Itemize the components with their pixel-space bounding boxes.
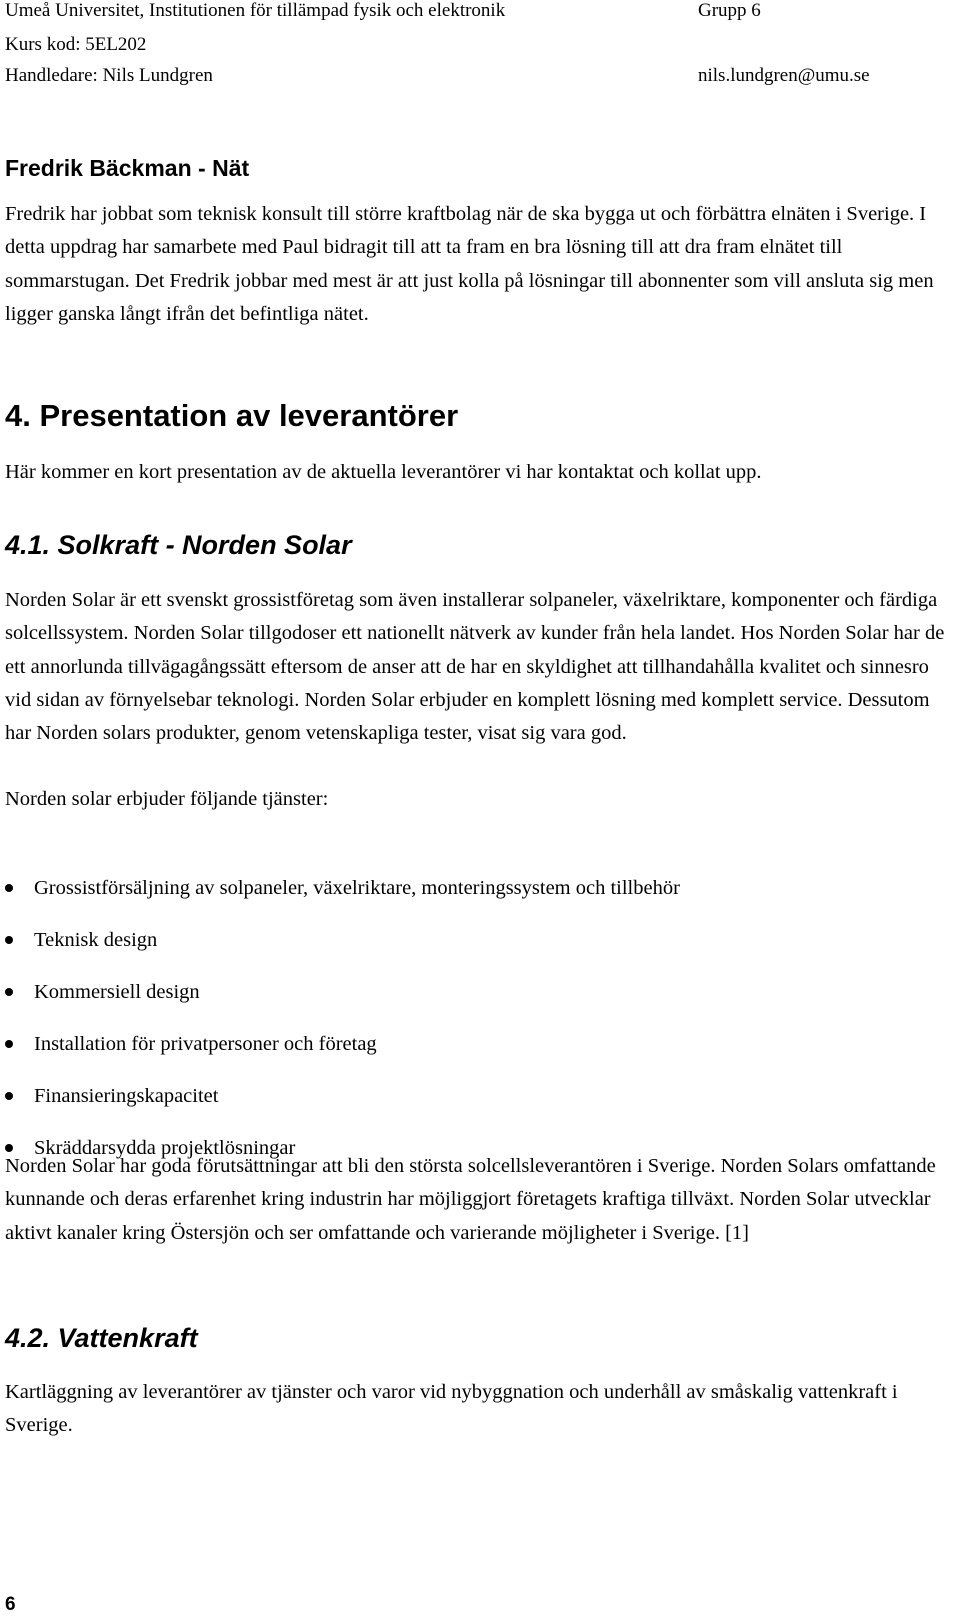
section-4-1-paragraph-1: Norden Solar är ett svenskt grossistföretag som även installerar solpaneler, växelriktare, komponenter och färdiga solcellssystem. Norden Solar tillgodoser ett nationellt nätverk av kunder från hela landet. Hos Norden Solar har de ett annorlunda tillvägagångssätt eftersom de anser att de har en skyldighet att tillhandahålla kvalitet och sinnesro vid sidan av förnyelsebar teknologi. Norden Solar erbjuder en komplett lösning med komplett service. Dessutom har Norden solars produkter, genom vetenskapliga tester, visat sig vara god. [5,589,945,745]
person-heading: Fredrik Bäckman - Nät [5,155,250,181]
services-list [0,873,680,1185]
header-supervisor: Handledare: Nils Lundgren [5,65,213,86]
list-item-label: Grossistförsäljning av solpaneler, växelriktare, monteringssystem och tillbehör [34,877,680,899]
page-number: 6 [5,1594,16,1615]
section-4-heading: 4. Presentation av leverantörer [5,398,459,433]
list-item [0,977,680,1029]
bullet-icon [5,884,13,892]
list-item [0,1081,680,1133]
bullet-icon [5,936,13,944]
header-course-code: Kurs kod: 5EL202 [5,34,147,55]
list-item [0,873,680,925]
list-item-label: Kommersiell design [34,981,200,1003]
section-4-2-paragraph: Kartläggning av leverantörer av tjänster och varor vid nybyggnation och underhåll av småskalig vattenkraft i Sverige. [5,1381,898,1437]
section-4-1-heading: 4.1. Solkraft - Norden Solar [5,530,352,560]
list-item-label: Finansieringskapacitet [34,1085,219,1107]
list-item-label: Teknisk design [34,929,158,951]
header-university: Umeå Universitet, Institutionen för tillämpad fysik och elektronik [5,0,506,21]
list-item [0,925,680,977]
person-paragraph: Fredrik har jobbat som teknisk konsult till större kraftbolag när de ska bygga ut och förbättra elnäten i Sverige. I detta uppdrag har samarbete med Paul bidragit till att ta fram en bra lösning till att dra fram elnätet till sommarstugan. Det Fredrik jobbar med mest är att just kolla på lösningar till abonnenter som vill ansluta sig men ligger ganska långt ifrån det befintliga nätet. [5,203,934,325]
bullet-icon [5,988,13,996]
list-item-label: Installation för privatpersoner och företag [34,1033,377,1055]
list-item [0,1029,680,1081]
bullet-icon [5,1092,13,1100]
list-item-label: Skräddarsydda projektlösningar [34,1137,296,1159]
section-4-2-heading: 4.2. Vattenkraft [5,1323,198,1353]
services-intro: Norden solar erbjuder följande tjänster: [5,788,329,810]
bullet-icon [5,1040,13,1048]
header-email[interactable]: nils.lundgren@umu.se [698,65,870,86]
header-group: Grupp 6 [698,0,761,21]
section-4-1-paragraph-2: Norden Solar har goda förutsättningar att bli den största solcellsleverantören i Sverige. Norden Solars omfattande kunnande och deras erfarenhet kring industrin har möjliggjort företagets kraftiga tillväxt. Norden Solar utvecklar aktivt kanaler kring Östersjön och ser omfattande och varierande möjligheter i Sverige. [1] [5,1155,936,1244]
section-4-intro: Här kommer en kort presentation av de aktuella leverantörer vi har kontaktat och kollat upp. [5,461,762,483]
